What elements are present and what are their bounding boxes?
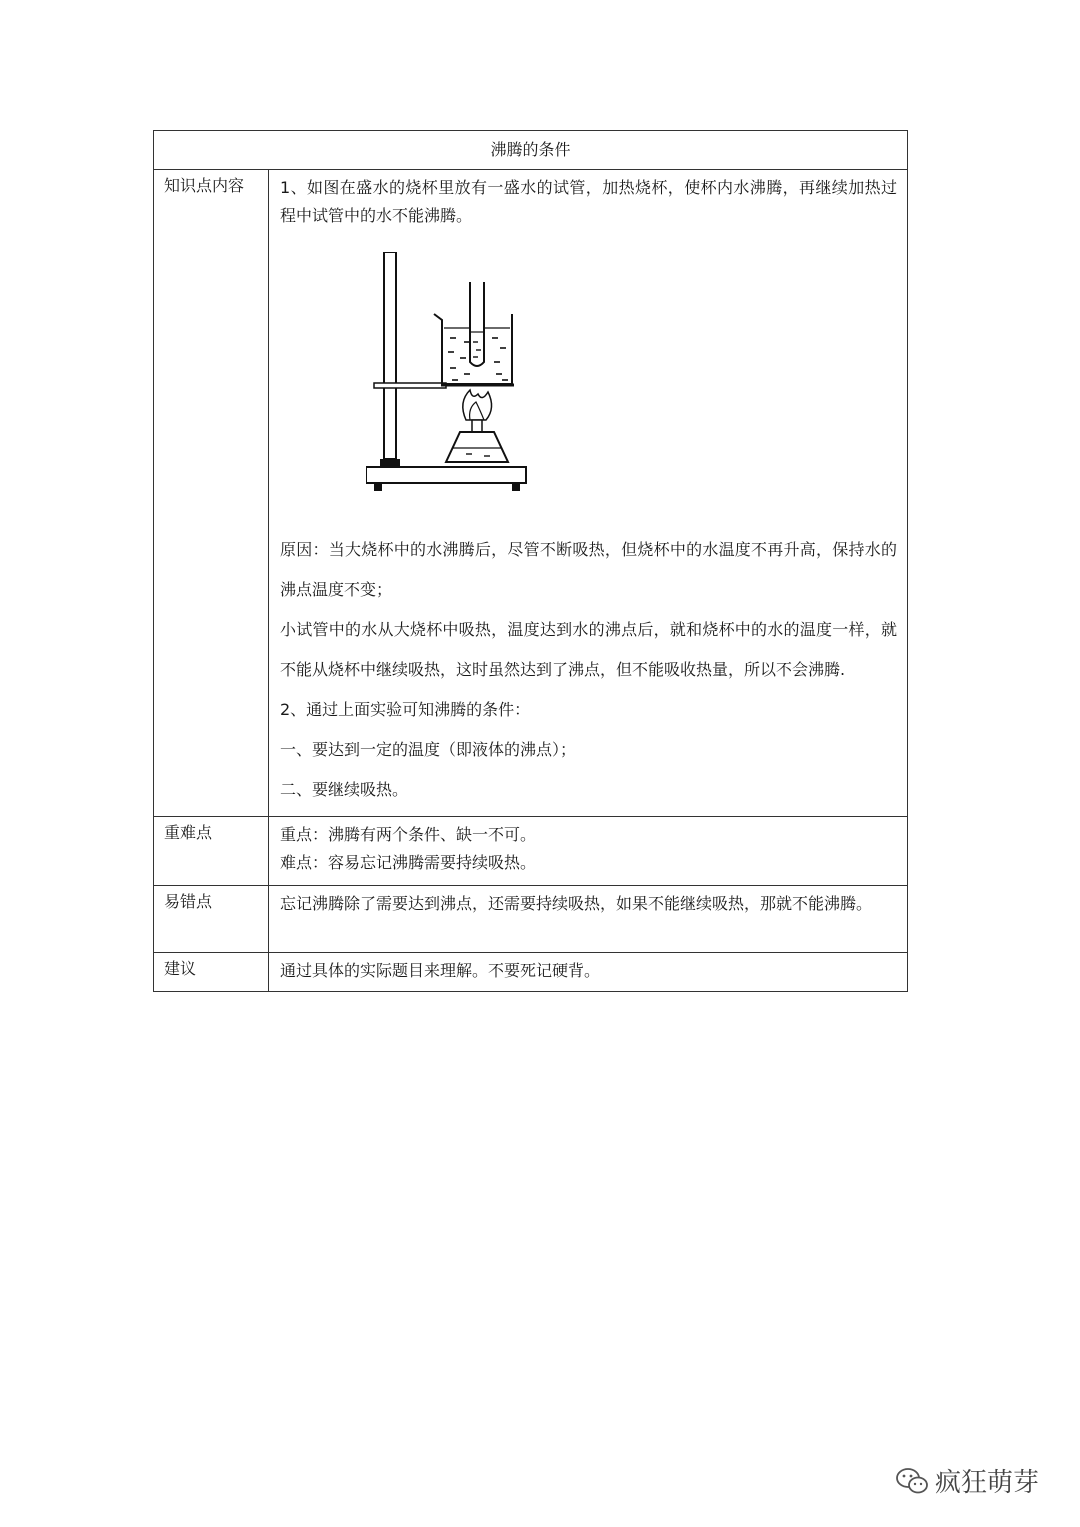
- row-key-points: [154, 817, 908, 886]
- watermark: [895, 1462, 1039, 1499]
- boiling-apparatus-diagram: [366, 252, 541, 502]
- wechat-icon: [895, 1466, 929, 1496]
- label-advice: 建议: [154, 953, 269, 992]
- row-common-mistakes: [154, 886, 908, 953]
- watermark-text: 疯狂萌芽: [935, 1468, 1040, 1498]
- reason-text-2: 小试管中的水从大烧杯中吸热，温度达到水的沸点后，就和烧杯中的水的温度一样，就不能从烧杯中继续吸热，这时虽然达到了沸点，但不能吸收热量，所以不会沸腾.: [280, 620, 898, 679]
- table-title: 沸腾的条件: [154, 131, 908, 170]
- mistake-text: 忘记沸腾除了需要达到沸点，还需要持续吸热，如果不能继续吸热，那就不能沸腾。: [280, 894, 873, 913]
- content-key-points: [269, 817, 908, 886]
- key-point-line: 重点：沸腾有两个条件、缺一不可。: [280, 825, 537, 844]
- row-knowledge: [154, 170, 908, 817]
- difficult-point-line: 难点：容易忘记沸腾需要持续吸热。: [280, 853, 537, 872]
- content-advice: [269, 953, 908, 992]
- condition-2: 二、要继续吸热。: [280, 780, 409, 799]
- intro-text: 1、如图在盛水的烧杯里放有一盛水的试管，加热烧杯，使杯内水沸腾，再继续加热过程中试管中的水不能沸腾。: [280, 178, 898, 225]
- content-knowledge: [269, 170, 908, 817]
- row-advice: [154, 953, 908, 992]
- condition-1: 一、要达到一定的温度（即液体的沸点）；: [280, 740, 577, 759]
- label-key-points: 重难点: [154, 817, 269, 886]
- content-common-mistakes: [269, 886, 908, 953]
- advice-text: 通过具体的实际题目来理解。不要死记硬背。: [280, 961, 601, 980]
- knowledge-table: [153, 130, 908, 992]
- reason-text-1: 原因：当大烧杯中的水沸腾后，尽管不断吸热，但烧杯中的水温度不再升高，保持水的沸点温度不变；: [280, 540, 898, 599]
- experiment-figure: [280, 230, 897, 530]
- label-common-mistakes: 易错点: [154, 886, 269, 953]
- conclusion-text: 2、通过上面实验可知沸腾的条件：: [280, 700, 531, 719]
- label-knowledge: 知识点内容: [154, 170, 269, 817]
